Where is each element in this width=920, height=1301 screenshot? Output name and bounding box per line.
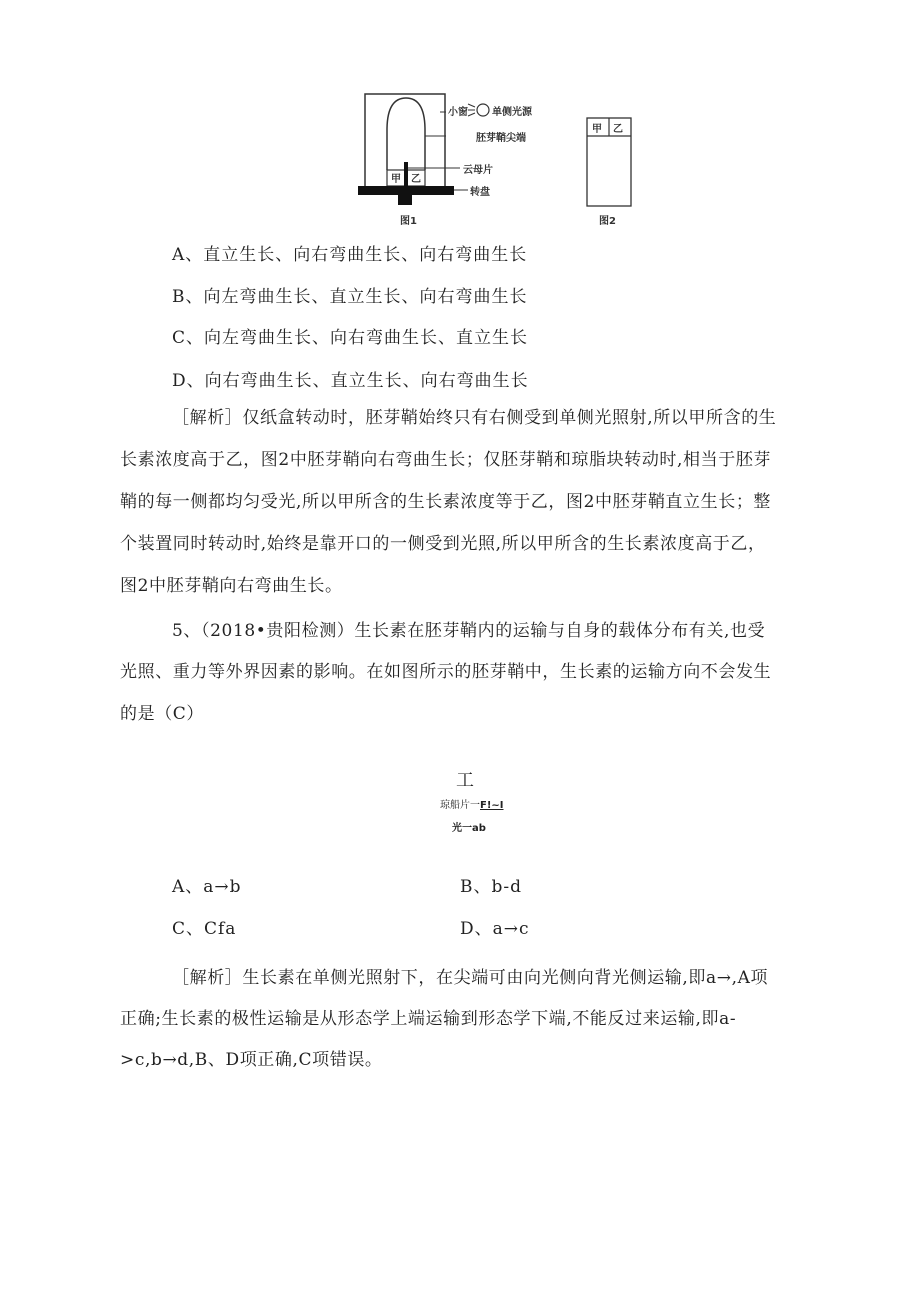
analysis-line: 图2中胚芽鞘向右弯曲生长。 <box>120 576 343 596</box>
question-line: 光照、重力等外界因素的影响。在如图所示的胚芽鞘中，生长素的运输方向不会发生 <box>120 662 772 682</box>
analysis-line: 鞘的每一侧都均匀受光,所以甲所含的生长素浓度等于乙，图2中胚芽鞘直立生长；整 <box>120 492 772 512</box>
figure-2-caption: 图2 <box>599 216 616 227</box>
light-ray-icon <box>468 104 475 107</box>
figure-1 <box>340 90 560 230</box>
light-ray-icon <box>468 113 475 116</box>
figure-line-agar <box>440 796 504 811</box>
mica-label: 云母片 <box>463 165 493 176</box>
q4-option-a: A、直立生长、向右弯曲生长、向右弯曲生长 <box>172 245 528 265</box>
q5-option-d: D、a→c <box>460 919 530 939</box>
figure-line-light: 光一ab <box>452 823 486 834</box>
figure-agar-prefix: 琼船片一 <box>440 800 480 811</box>
turntable <box>358 186 454 195</box>
question-line: 的是（C） <box>120 704 205 724</box>
figure-top-glyph: 工 <box>456 770 474 791</box>
block-yi-label: 乙 <box>411 174 421 185</box>
analysis-line: >c,b→d,B、D项正确,C项错误。 <box>120 1050 383 1070</box>
figure-2-diagram <box>580 112 640 212</box>
window-label: 小窗 <box>448 107 468 118</box>
q4-option-c: C、向左弯曲生长、向右弯曲生长、直立生长 <box>172 328 529 348</box>
mica-plate <box>404 162 408 186</box>
q4-option-b: B、向左弯曲生长、直立生长、向右弯曲生长 <box>172 287 528 307</box>
turntable-label: 转盘 <box>470 187 490 198</box>
q5-option-b: B、b-d <box>460 877 523 897</box>
q5-option-a: A、a→b <box>172 877 242 897</box>
analysis-line: 长素浓度高于乙，图2中胚芽鞘向右弯曲生长；仅胚芽鞘和琼脂块转动时,相当于胚芽 <box>120 450 772 470</box>
q5-option-c: C、Cfa <box>172 919 237 939</box>
figure-1-caption: 图1 <box>400 216 417 227</box>
light-source-label: 单侧光源 <box>492 107 532 118</box>
fig2-block-jia-label: 甲 <box>592 124 602 135</box>
light-source-icon <box>477 104 489 116</box>
analysis-line: ［解析］生长素在单侧光照射下，在尖端可由向光侧向背光侧运输,即a→,A项 <box>172 968 769 988</box>
analysis-line: 个装置同时转动时,始终是靠开口的一侧受到光照,所以甲所含的生长素浓度高于乙， <box>120 534 766 554</box>
block-jia-label: 甲 <box>391 174 401 185</box>
turntable-stand <box>398 195 412 205</box>
tip-label: 胚芽鞘尖端 <box>476 133 526 144</box>
analysis-line: ［解析］仅纸盒转动时，胚芽鞘始终只有右侧受到单侧光照射,所以甲所含的生 <box>172 408 777 428</box>
analysis-line: 正确;生长素的极性运输是从形态学上端运输到形态学下端,不能反过来运输,即a- <box>120 1009 737 1029</box>
q4-option-d: D、向右弯曲生长、直立生长、向右弯曲生长 <box>172 371 529 391</box>
question-line: 5、（2018•贵阳检测）生长素在胚芽鞘内的运输与自身的载体分布有关,也受 <box>172 621 766 641</box>
coleoptile-shape <box>387 98 425 170</box>
q5-figure <box>420 766 540 836</box>
figure-2 <box>580 112 640 230</box>
fig2-block-yi-label: 乙 <box>613 124 623 135</box>
figure-agar-suffix: F!~I <box>480 800 504 811</box>
